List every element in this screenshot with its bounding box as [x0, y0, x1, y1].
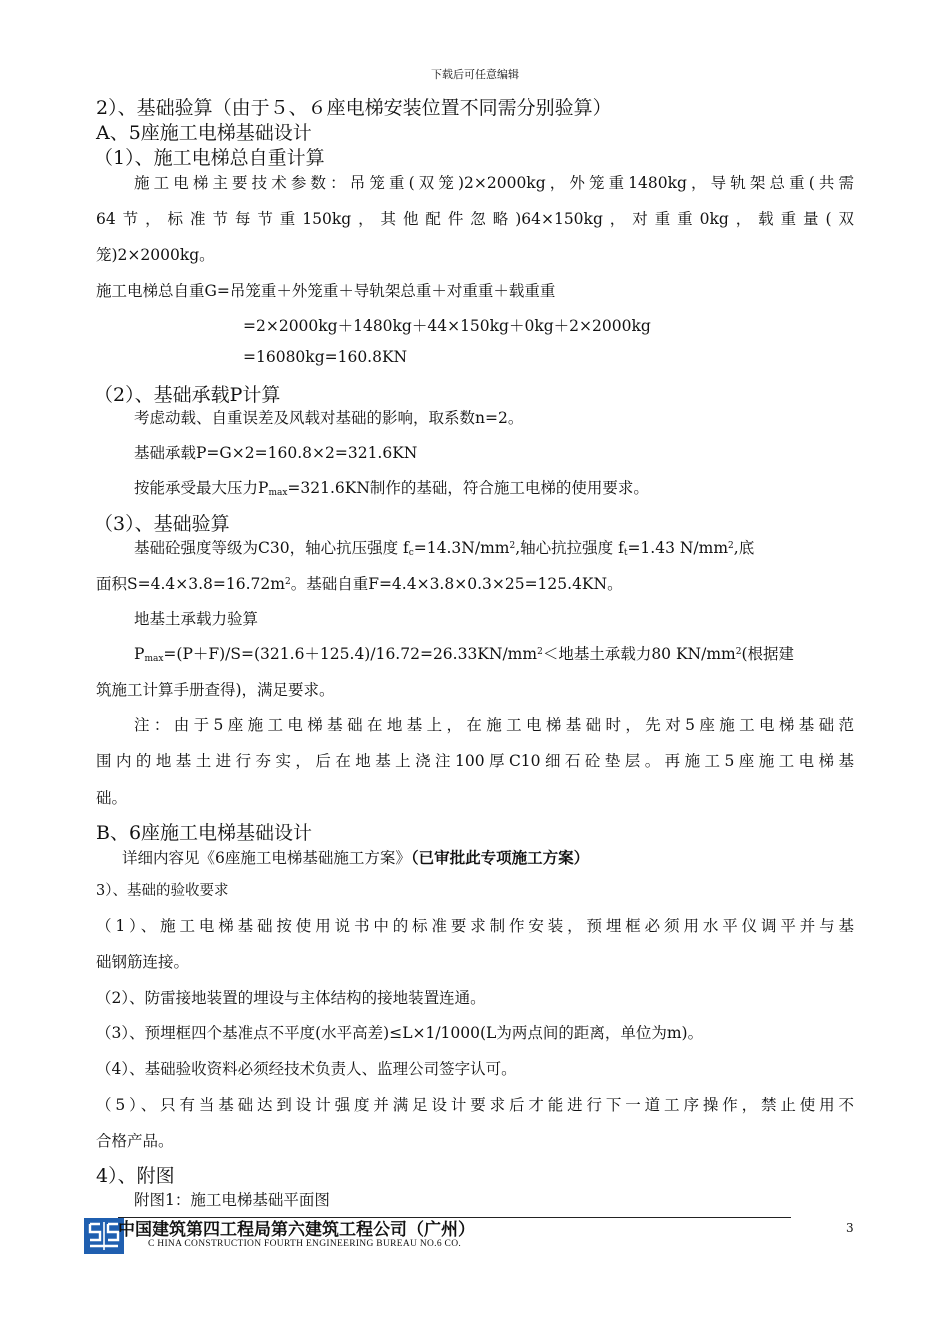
text-run: 面积S=4.4×3.8=16.72m — [96, 575, 285, 593]
sub-2-title: （2）、基础承载P计算 — [94, 384, 281, 406]
note-line-1: 注：由于5座施工电梯基础在地基上，在施工电梯基础时，先对5座施工电梯基础范 — [134, 716, 854, 734]
sub-2-line-3 — [134, 476, 649, 498]
sub-3-line-1 — [134, 536, 754, 558]
superscript-2: 2 — [284, 577, 291, 587]
text-run: ＜地基土承载力80 KN/mm — [542, 645, 736, 663]
acceptance-item-1-line-2: 础钢筋连接。 — [96, 953, 190, 971]
note-line-2: 围内的地基土进行夯实，后在地基上浇注100厚C10细石砼垫层。再施工5座施工电梯基 — [96, 752, 854, 770]
part-a-title: A、5座施工电梯基础设计 — [96, 122, 312, 144]
text-run: 。基础自重F=4.4×3.8×0.3×25=125.4KN。 — [290, 575, 623, 593]
sub-1-line-1: 施工电梯主要技术参数：吊笼重(双笼)2×2000kg，外笼重1480kg，导轨架总重(共需 — [134, 174, 854, 192]
sub-3-line-5: 筑施工计算手册查得)，满足要求。 — [96, 681, 335, 699]
page-number: 3 — [846, 1221, 854, 1235]
formula-line-3: =16080kg=160.8KN — [243, 348, 408, 366]
text-run: ,轴心抗拉强度 f — [515, 539, 624, 557]
text-run: =14.3N/mm — [413, 539, 510, 557]
sub-3-line-2 — [96, 572, 623, 594]
sub-3-line-3: 地基土承载力验算 — [134, 610, 259, 628]
part-b-line — [122, 846, 589, 868]
section-3-title: 3）、基础的验收要求 — [96, 883, 229, 899]
acceptance-item-4: （4）、基础验收资料必须经技术负责人、监理公司签字认可。 — [96, 1060, 517, 1078]
superscript-2: 2 — [537, 647, 543, 657]
acceptance-item-5-line-2: 合格产品。 — [96, 1132, 174, 1150]
figure-1-caption: 附图1：施工电梯基础平面图 — [134, 1191, 330, 1209]
sub-3-title: （3）、基础验算 — [94, 513, 230, 535]
text-run: =(P＋F)/S=(321.6＋125.4)/16.72=26.33KN/mm — [163, 645, 538, 663]
sub-1-title: （1）、施工电梯总自重计算 — [94, 147, 325, 169]
footer-company-name: 中国建筑第四工程局第六建筑工程公司（广州） — [118, 1220, 475, 1240]
footer-company-name-en: C HINA CONSTRUCTION FOURTH ENGINEERING BUREAU NO.6 CO. — [148, 1239, 462, 1249]
acceptance-item-5-line-1: （5）、只有当基础达到设计强度并满足设计要求后才能进行下一道工序操作，禁止使用不 — [96, 1096, 854, 1114]
superscript-2: 2 — [728, 541, 734, 551]
sub-1-line-3: 笼)2×2000kg。 — [96, 246, 215, 264]
superscript-2: 2 — [735, 647, 742, 657]
sub-2-line-2: 基础承载P=G×2=160.8×2=321.6KN — [134, 444, 418, 462]
sub-1-line-2: 64节，标准节每节重150kg，其他配件忽略)64×150kg，对重重0kg，载重量(双 — [96, 210, 854, 228]
subscript-t: t — [623, 548, 628, 558]
acceptance-item-1-line-1: （1）、施工电梯基础按使用说书中的标准要求制作安装，预埋框必须用水平仪调平并与基 — [96, 917, 854, 935]
subscript-max: max — [144, 654, 164, 664]
header-note: 下载后可任意编辑 — [431, 68, 519, 81]
subscript-max: max — [268, 488, 288, 498]
text-run: 详细内容见《6座施工电梯基础施工方案》 — [122, 849, 411, 867]
text-run: P — [134, 645, 145, 663]
formula-line-2: =2×2000kg＋1480kg＋44×150kg＋0kg＋2×2000kg — [243, 317, 651, 335]
acceptance-item-2: （2）、防雷接地装置的埋设与主体结构的接地装置连通。 — [96, 989, 486, 1007]
text-run: =321.6KN制作的基础，符合施工电梯的使用要求。 — [287, 479, 649, 497]
text-run: 按能承受最大压力P — [134, 479, 269, 497]
subscript-c: c — [408, 548, 414, 558]
text-run: =1.43 N/mm — [627, 539, 729, 557]
approval-note: （已审批此专项施工方案） — [410, 849, 590, 867]
sub-3-line-4 — [134, 642, 794, 664]
section-4-title: 4）、附图 — [96, 1165, 175, 1187]
acceptance-item-3: （3）、预埋框四个基准点不平度(水平高差)≤L×1/1000(L为两点间的距离，单位为m)。 — [96, 1024, 704, 1042]
superscript-2: 2 — [509, 541, 516, 551]
part-b-title: B、6座施工电梯基础设计 — [96, 822, 313, 844]
text-run: (根据建 — [741, 645, 795, 663]
text-run: 基础砼强度等级为C30，轴心抗压强度 f — [134, 539, 409, 557]
sub-2-line-1: 考虑动载、自重误差及风载对基础的影响，取系数n=2。 — [134, 409, 524, 427]
text-run: ,底 — [733, 539, 755, 557]
note-line-3: 础。 — [96, 789, 128, 807]
section-2-title: 2）、基础验算（由于５、６座电梯安装位置不同需分别验算） — [96, 97, 612, 119]
formula-line-1: 施工电梯总自重G=吊笼重＋外笼重＋导轨架总重＋对重重＋载重重 — [96, 282, 556, 300]
